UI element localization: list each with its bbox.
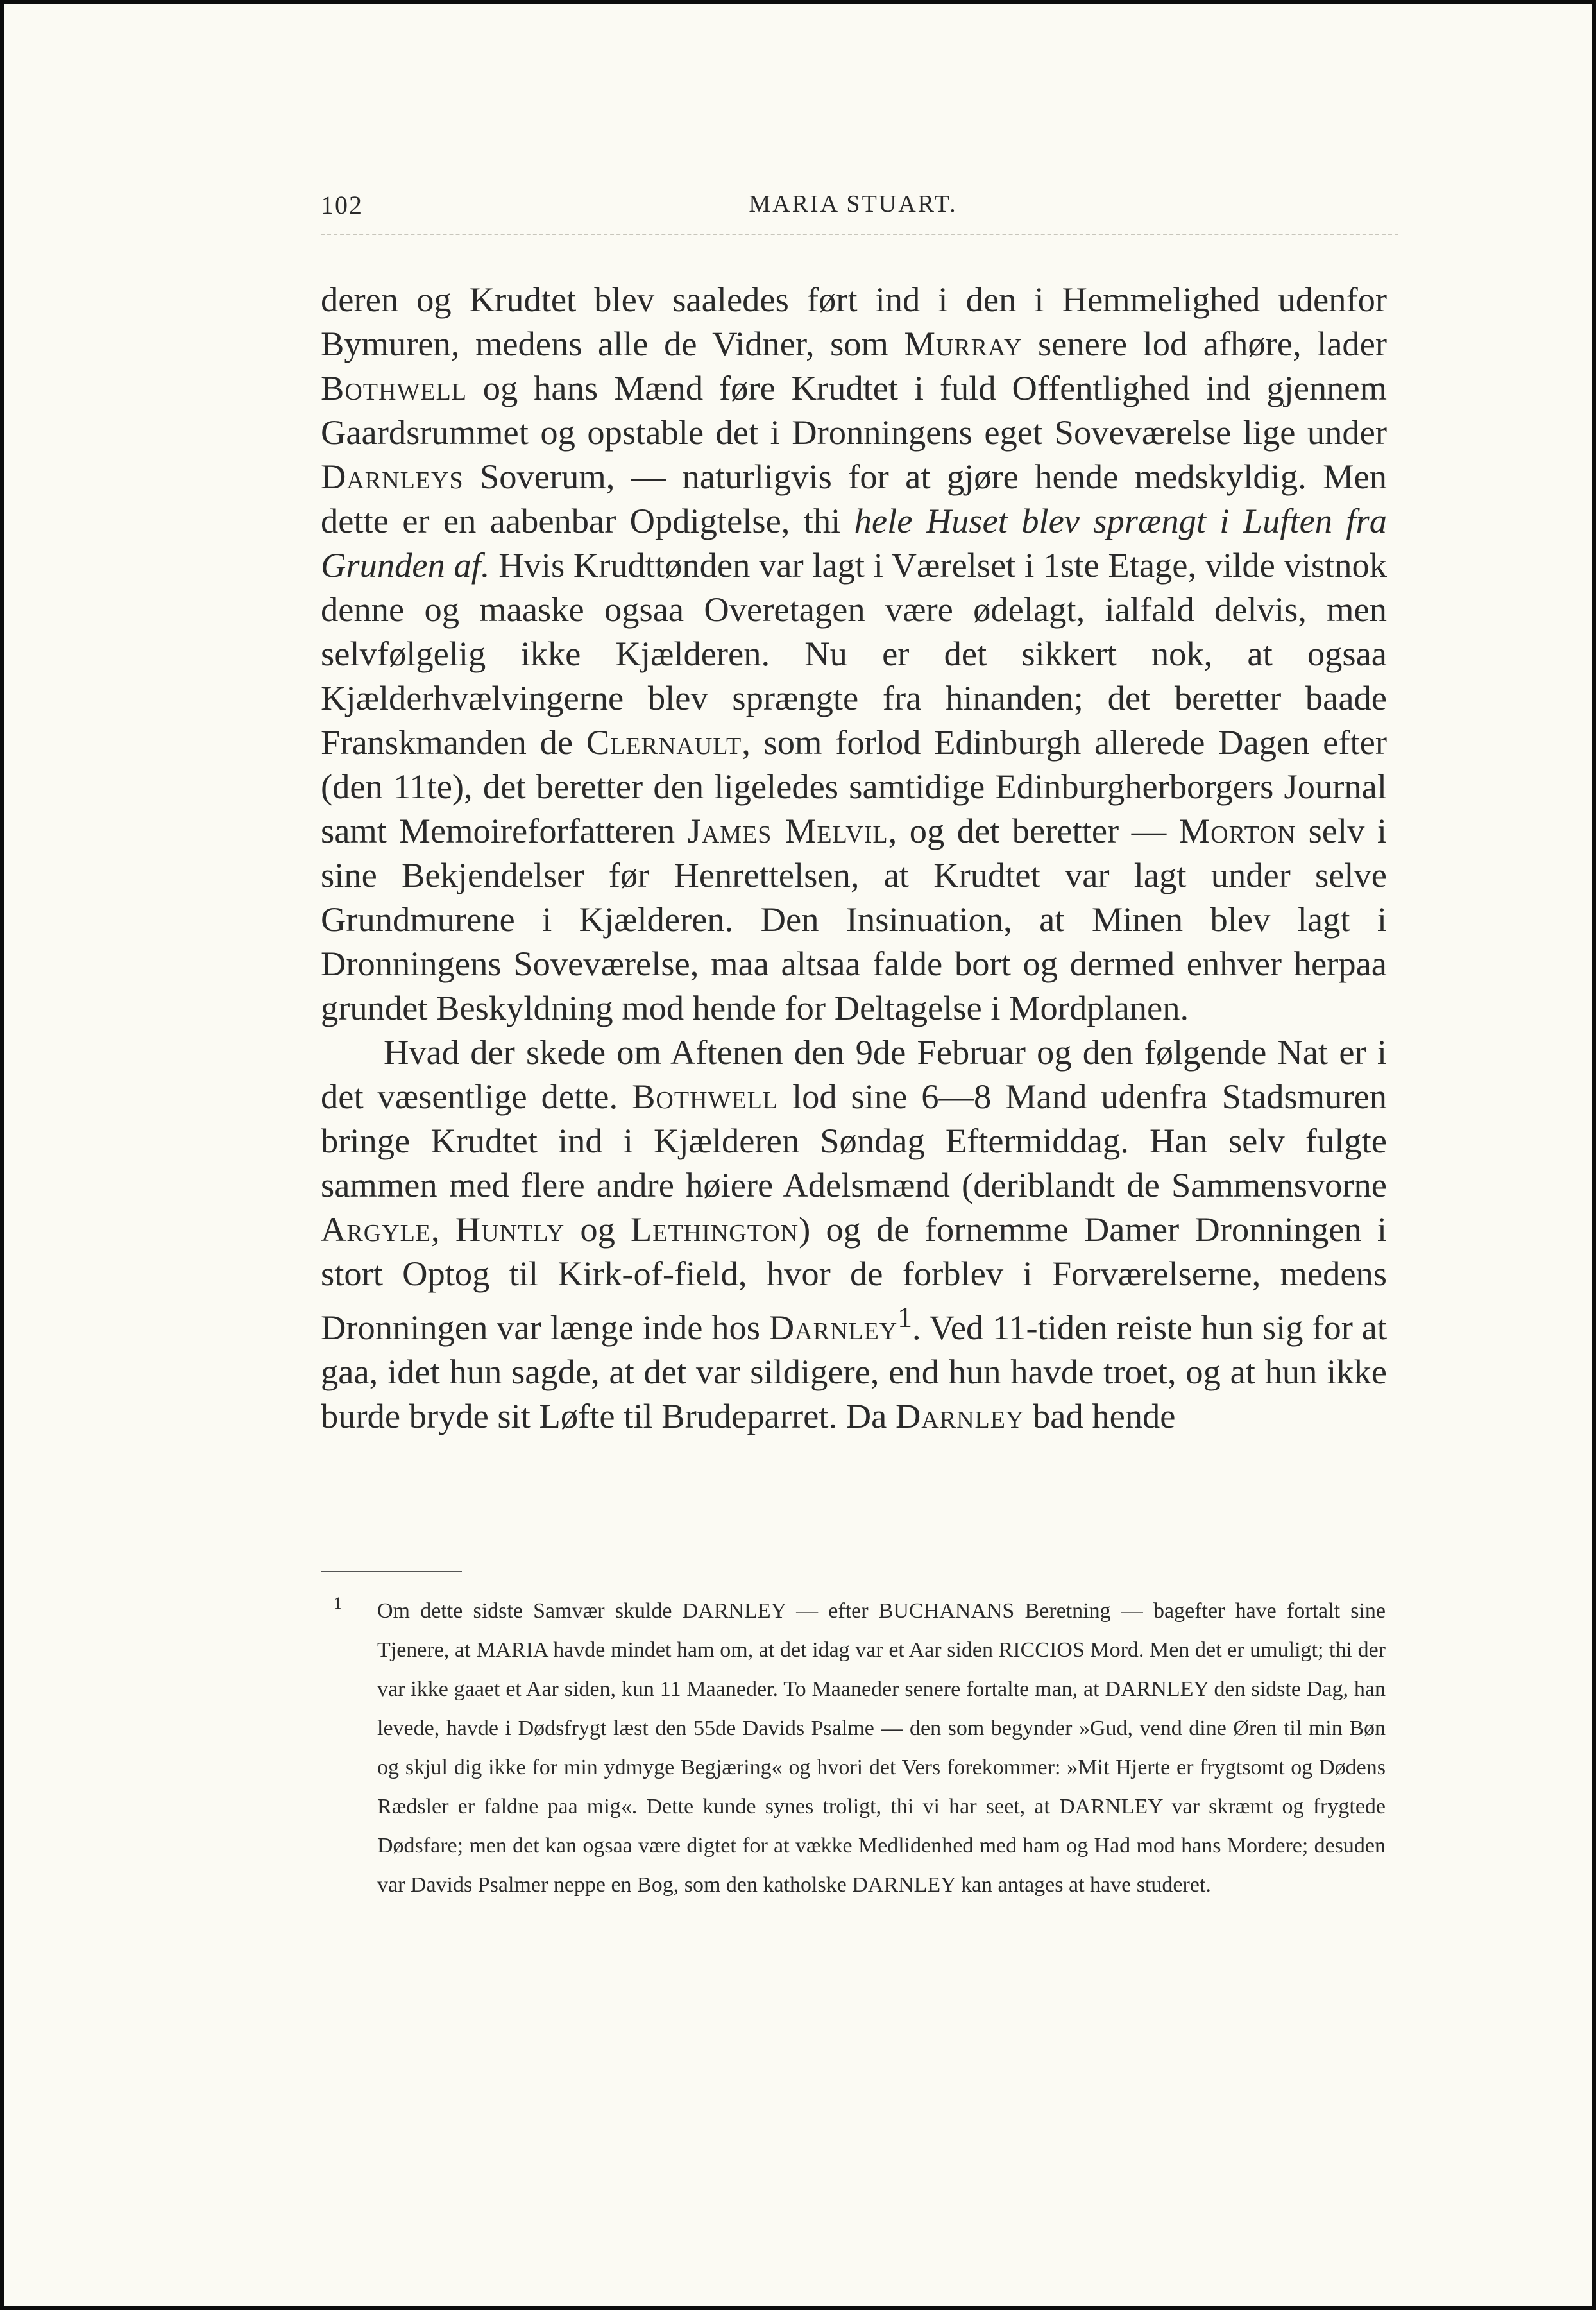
footnote-text: Om dette sidste Samvær skulde DARNLEY — efter BUCHANANS Beretning — bagefter have fortalt sine Tjenere, at MARIA havde mindet ham om, at det idag var et Aar siden RICCIOS Mord. Men det er umuligt; thi der var ikke gaaet et Aar siden, kun 11 Maaneder. To Maaneder senere fortalte man, at DARNLEY den sidste Dag, han levede, havde i Dødsfrygt læst den 55de Davids Psalme — den som begynder »Gud, vend dine Øren til min Bøn og skjul dig ikke for min ydmyge Begjæring« og hvori det Vers forekommer: »Mit Hjerte er frygtsomt og Dødens Rædsler er faldne paa mig«. Dette kunde synes troligt, thi vi har seet, at DARNLEY var skræmt og frygtede Dødsfare; men det kan ogsaa være digtet for at vække Medlidenhed med ham og Had mod hans Mordere; desuden var Davids Psalmer neppe en Bog, som den katholske DARNLEY kan antages at have studeret.	[377, 1599, 1386, 1897]
text-run: Hvis Krudttønden var lagt i Værelset i 1ste Etage, vilde vistnok denne og maaske ogsaa Overetagen være ødelagt, ialfald delvis, men selvfølgelig ikke Kjælderen. Nu er det sikkert nok, at ogsaa Kjælderhvælvingerne blev sprængte fra hinanden; det beretter baade Franskmanden de	[321, 545, 1387, 762]
text-run: ,	[431, 1210, 455, 1249]
name-james-melvil: James Melvil	[687, 811, 888, 850]
name-darnleys: Darnleys	[321, 457, 464, 496]
name-murray: Murray	[904, 324, 1023, 363]
page-number: 102	[321, 191, 363, 219]
running-title: MARIA STUART.	[749, 191, 958, 218]
text-run: deren og Krudtet blev saaledes ført ind i den i Hemmelighed udenfor Bymuren, medens alle de Vidner, som	[321, 280, 1387, 363]
text-run: ) og de fornemme Damer Dronningen i stort Optog til Kirk-of-field, hvor de forblev i Forværelserne, medens Dronningen var længe inde hos	[321, 1210, 1388, 1348]
text-run: Hvad der skede om Aftenen den 9de Februar og den følgende Nat er i det væsentlige dette.	[321, 1032, 1387, 1116]
name-clernault: Clernault	[586, 723, 742, 762]
paragraph-1	[321, 277, 1387, 1030]
name-bothwell: Bothwell	[632, 1077, 779, 1116]
text-run: lod sine 6—8 Mand udenfra Stadsmuren bringe Krudtet ind i Kjælderen Søndag Eftermiddag. Han selv fulgte sammen med flere andre høiere Adelsmænd (deriblandt de Sammensvorne	[321, 1077, 1387, 1204]
name-argyle: Argyle	[321, 1210, 432, 1249]
paragraph-2	[321, 1030, 1387, 1438]
footnote-rule	[321, 1571, 462, 1572]
text-run: Soverum, — naturligvis for at gjøre hende medskyldig. Men dette er en aabenbar Opdigtelse, thi	[321, 457, 1387, 540]
name-morton: Morton	[1178, 811, 1296, 850]
footnote-mark: 1	[334, 1594, 342, 1613]
body-text	[321, 277, 1387, 1438]
footnote	[321, 1591, 1386, 1904]
footnote-reference: 1	[897, 1301, 912, 1333]
italic-phrase: hele Huset blev sprængt i Luften fra Grunden af.	[321, 501, 1387, 585]
text-run: , og det beretter —	[888, 811, 1179, 850]
text-run: og hans Mænd føre Krudtet i fuld Offentlighed ind gjennem Gaardsrummet og opstable det i Dronningens eget Soveværelse lige under	[321, 368, 1387, 452]
text-run: . Ved 11-tiden reiste hun sig for at gaa, idet hun sagde, at det var sildigere, end hun havde troet, og at hun ikke burde bryde sit Løfte til Brudeparret. Da	[321, 1308, 1388, 1436]
text-run: bad hende	[1024, 1396, 1176, 1436]
running-header	[321, 190, 1386, 228]
name-bothwell: Bothwell	[321, 368, 467, 407]
name-darnley: Darnley	[768, 1308, 898, 1348]
text-run: og	[565, 1210, 631, 1249]
name-lethington: Lethington	[631, 1210, 799, 1249]
header-rule	[321, 234, 1398, 235]
text-run: senere lod afhøre, lader	[1022, 324, 1387, 363]
name-darnley: Darnley	[895, 1396, 1024, 1436]
name-huntly: Huntly	[455, 1210, 565, 1249]
text-run: selv i sine Bekjendelser før Henrettelsen, at Krudtet var lagt under selve Grundmurene i Kjælderen. Den Insinuation, at Minen blev lagt i Dronningens Soveværelse, maa altsaa falde bort og dermed enhver herpaa grundet Beskyldning mod hende for Deltagelse i Mordplanen.	[321, 811, 1387, 1027]
text-run: , som forlod Edinburgh allerede Dagen efter (den 11te), det beretter den ligeledes samtidige Edinburgherborgers Journal samt Memoireforfatteren	[321, 723, 1387, 850]
